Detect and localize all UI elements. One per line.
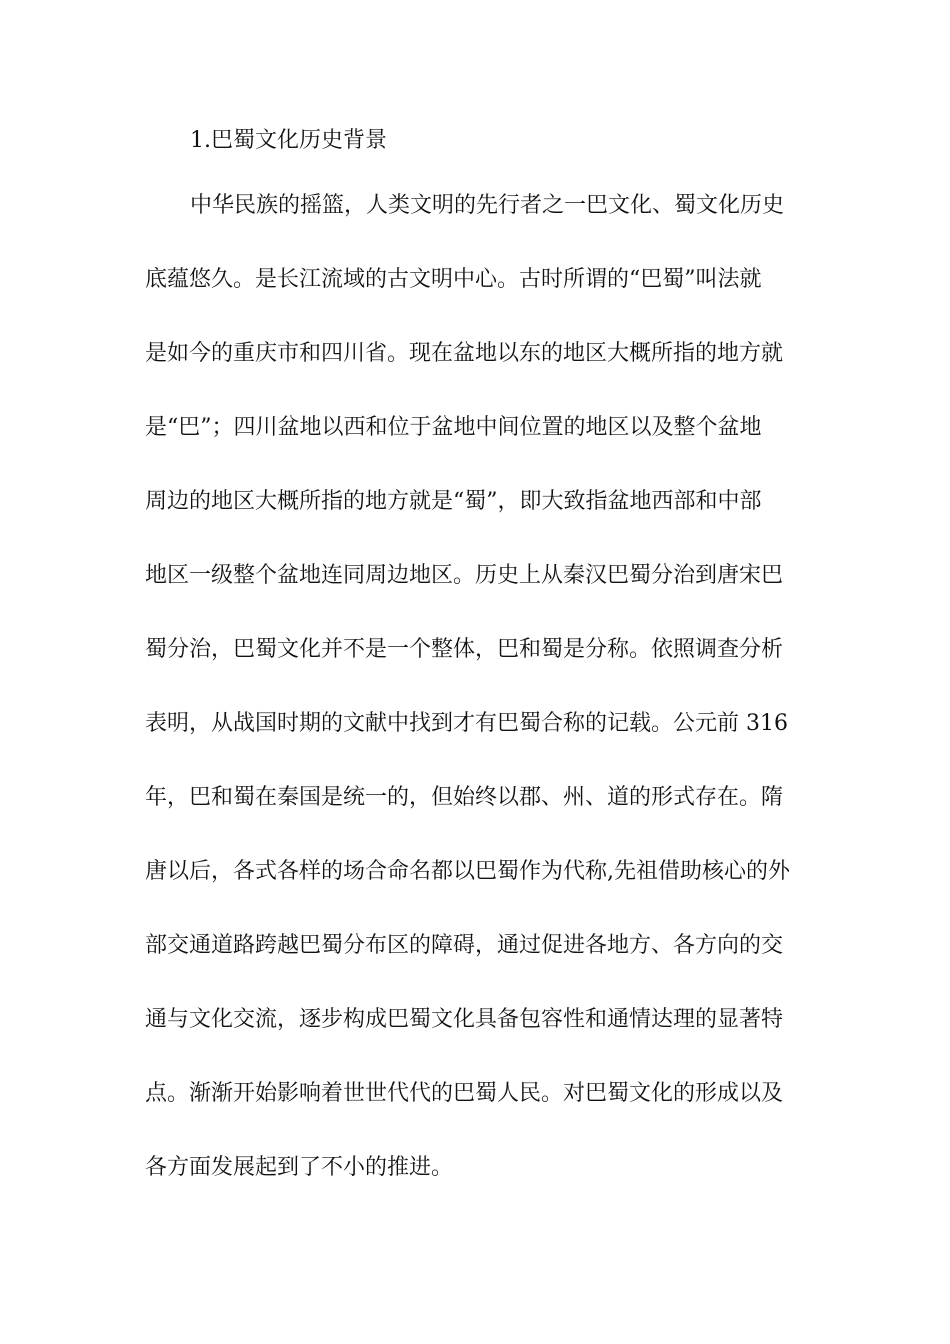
paragraph-line: 通与文化交流，逐步构成巴蜀文化具备包容性和通情达理的显著特	[145, 1007, 784, 1032]
paragraph-line: 周边的地区大概所指的地方就是“蜀”，即大致指盆地西部和中部	[145, 489, 762, 514]
paragraph-line: 点。渐渐开始影响着世世代代的巴蜀人民。对巴蜀文化的形成以及	[145, 1081, 784, 1106]
paragraph-line: 底蕴悠久。是长江流域的古文明中心。古时所谓的“巴蜀”叫法就	[145, 267, 762, 292]
paragraph-line: 是如今的重庆市和四川省。现在盆地以东的地区大概所指的地方就	[145, 341, 784, 366]
section-heading: 1.巴蜀文化历史背景	[190, 128, 387, 153]
paragraph-line: 地区一级整个盆地连同周边地区。历史上从秦汉巴蜀分治到唐宋巴	[145, 563, 784, 588]
paragraph-line: 部交通道路跨越巴蜀分布区的障碍，通过促进各地方、各方向的交	[145, 933, 784, 958]
paragraph-line: 是“巴”；四川盆地以西和位于盆地中间位置的地区以及整个盆地	[145, 415, 762, 440]
paragraph-line: 蜀分治，巴蜀文化并不是一个整体，巴和蜀是分称。依照调查分析	[145, 637, 784, 662]
paragraph-line: 表明，从战国时期的文献中找到才有巴蜀合称的记载。公元前 316	[145, 711, 788, 736]
paragraph-line: 年，巴和蜀在秦国是统一的，但始终以郡、州、道的形式存在。隋	[145, 785, 784, 810]
paragraph-line: 各方面发展起到了不小的推进。	[145, 1155, 454, 1180]
paragraph-line: 唐以后，各式各样的场合命名都以巴蜀作为代称,先祖借助核心的外	[145, 859, 790, 884]
paragraph-line: 中华民族的摇篮，人类文明的先行者之一巴文化、蜀文化历史	[190, 193, 785, 218]
